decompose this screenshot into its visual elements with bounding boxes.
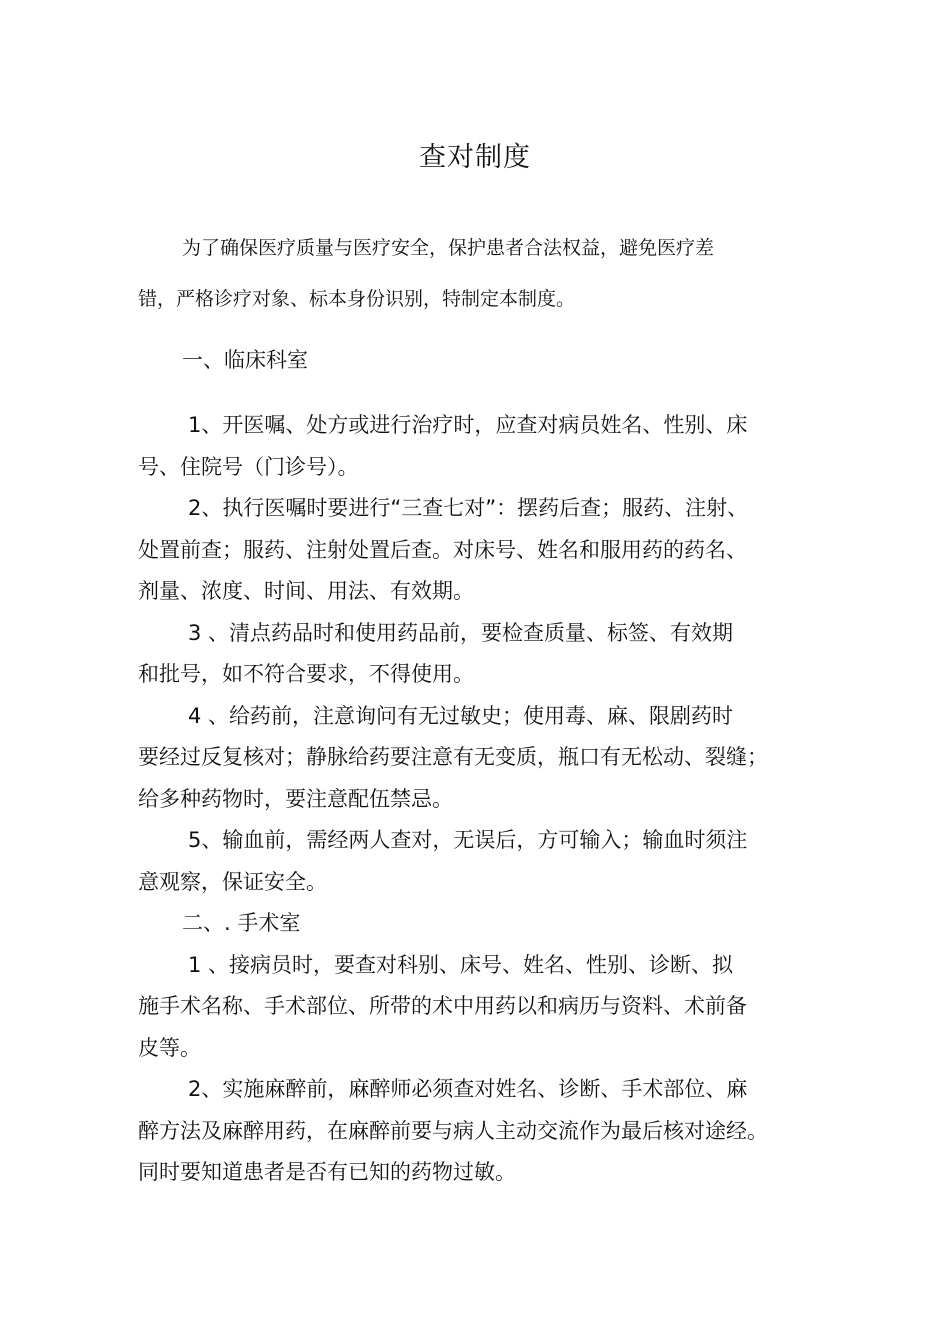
- intro-line: 为了确保医疗质量与医疗安全，保护患者合法权益，避免医疗差: [182, 237, 715, 259]
- paragraph-line: 2、实施麻醉前，麻醉师必须查对姓名、诊断、手术部位、麻: [188, 1077, 748, 1101]
- paragraph-line: 2、执行医嘱时要进行“三查七对”：摆药后查；服药、注射、: [188, 496, 749, 520]
- paragraph-line: 剂量、浓度、时间、用法、有效期。: [138, 579, 474, 603]
- paragraph-line: 和批号，如不符合要求，不得使用。: [138, 662, 474, 686]
- paragraph-line: 意观察，保证安全。: [138, 870, 327, 894]
- intro-line: 错，严格诊疗对象、标本身份识别，特制定本制度。: [138, 288, 576, 310]
- paragraph-line: 要经过反复核对；静脉给药要注意有无变质，瓶口有无松动、裂缝；: [138, 745, 768, 769]
- paragraph-line: 1 、接病员时，要查对科别、床号、姓名、性别、诊断、拟: [188, 953, 734, 977]
- paragraph-line: 施手术名称、手术部位、所带的术中用药以和病历与资料、术前备: [138, 994, 747, 1018]
- paragraph-line: 同时要知道患者是否有已知的药物过敏。: [138, 1160, 516, 1184]
- document-title: 查对制度: [419, 142, 531, 173]
- paragraph-line: 处置前查；服药、注射处置后查。对床号、姓名和服用药的药名、: [138, 538, 747, 562]
- section-heading-clinical: 一、临床科室: [182, 348, 308, 372]
- paragraph-line: 1、开医嘱、处方或进行治疗时，应查对病员姓名、性别、床: [188, 413, 748, 437]
- paragraph-line: 3 、清点药品时和使用药品前，要检查质量、标签、有效期: [188, 621, 734, 645]
- paragraph-line: 皮等。: [138, 1036, 201, 1060]
- paragraph-line: 给多种药物时，要注意配伍禁忌。: [138, 787, 453, 811]
- paragraph-line: 5、输血前，需经两人查对，无误后，方可输入；输血时须注: [188, 828, 748, 852]
- section-heading-operating-room: 二、. 手术室: [182, 911, 301, 935]
- paragraph-line: 4 、给药前，注意询问有无过敏史；使用毒、麻、限剧药时: [188, 704, 734, 728]
- paragraph-line: 号、住院号（门诊号）。: [138, 455, 359, 479]
- paragraph-line: 醉方法及麻醉用药，在麻醉前要与病人主动交流作为最后核对途经。: [138, 1119, 768, 1143]
